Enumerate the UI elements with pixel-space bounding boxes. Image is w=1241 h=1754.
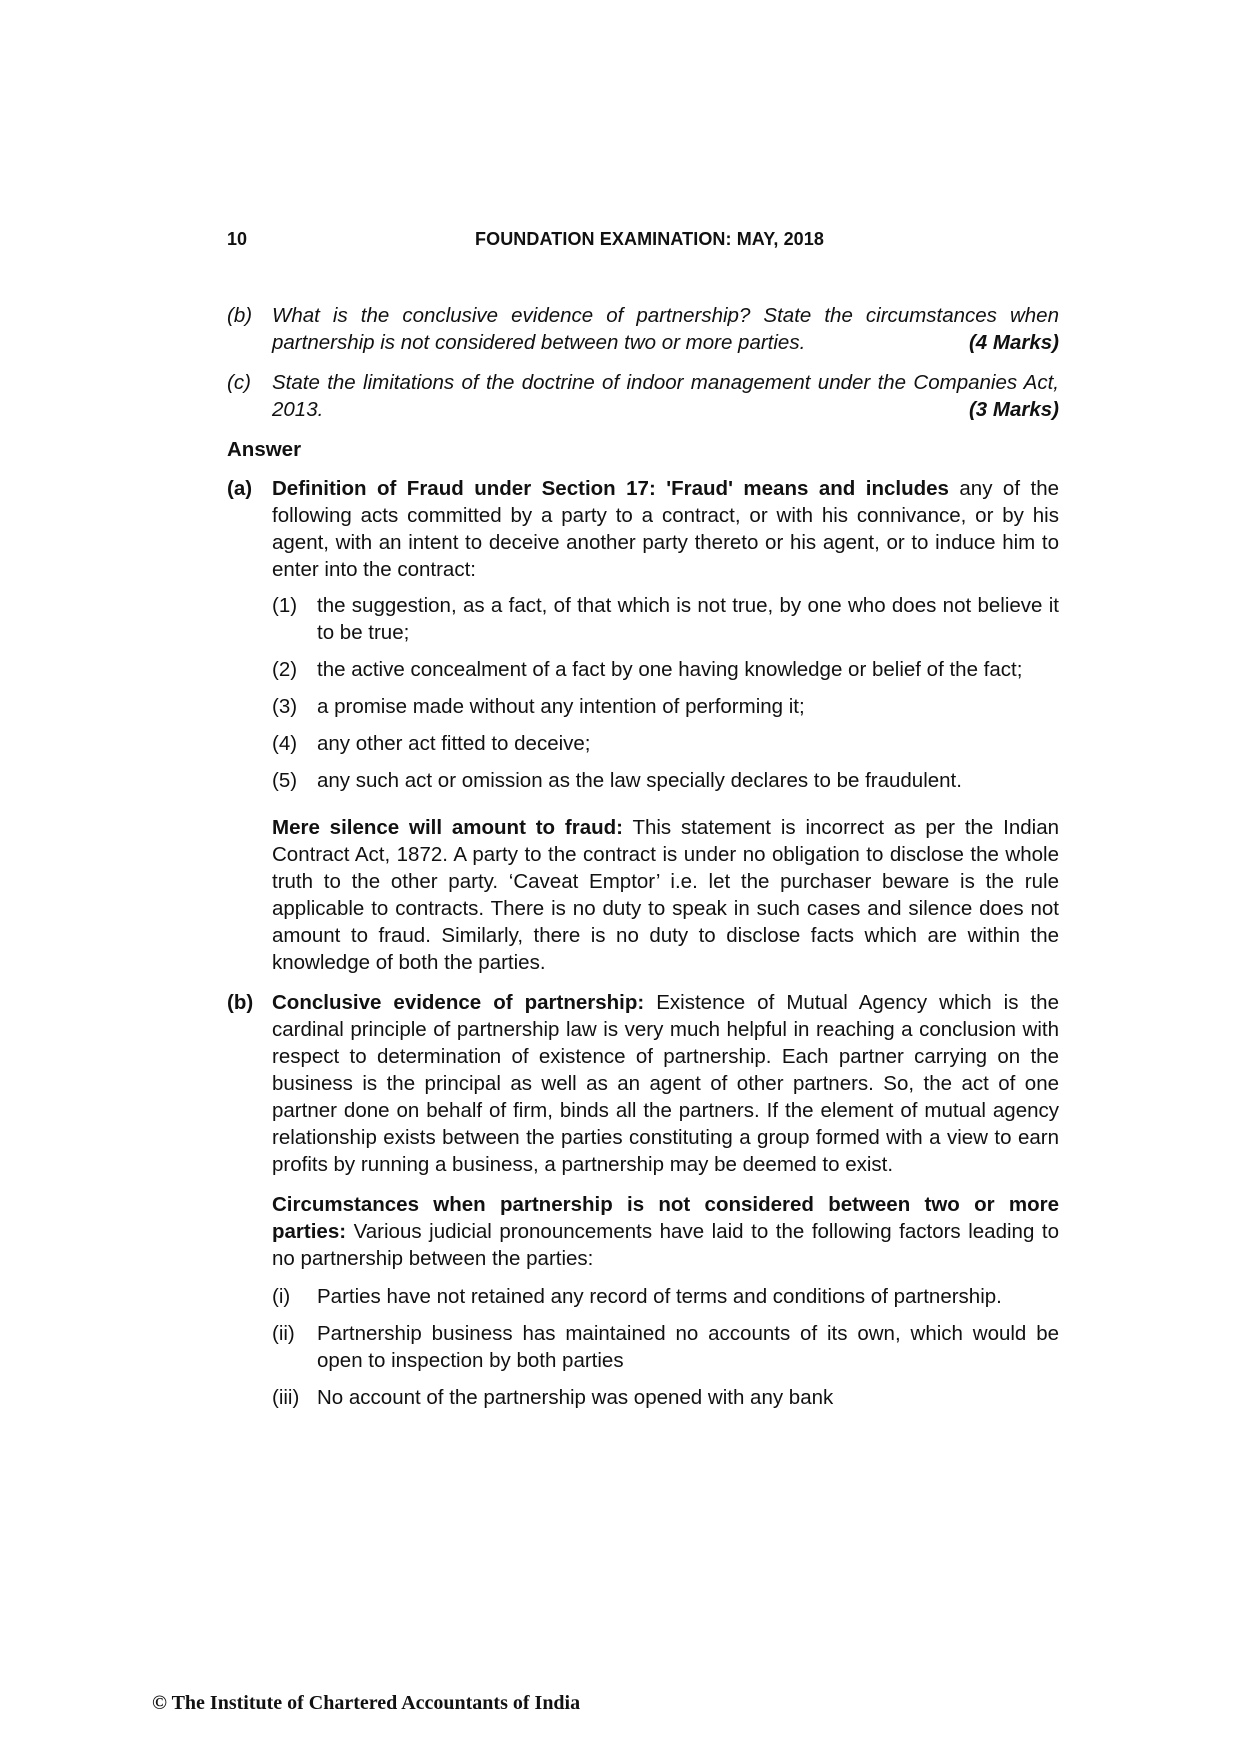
marks-label: (4 Marks) xyxy=(968,331,1059,354)
question-label: (b) xyxy=(227,304,253,327)
list-item xyxy=(272,592,1059,646)
question-c xyxy=(227,369,1059,423)
answer-b-intro xyxy=(272,989,1059,1178)
list-item xyxy=(272,1320,1059,1374)
list-text: a promise made without any intention of performing it; xyxy=(317,695,805,718)
list-text: No account of the partnership was opened with any bank xyxy=(317,1386,834,1409)
silence-paragraph xyxy=(272,814,1059,976)
answer-label: (a) xyxy=(227,477,253,500)
list-text: Parties have not retained any record of terms and conditions of partnership. xyxy=(317,1285,1002,1308)
answer-a-intro xyxy=(272,475,1059,583)
question-text-line2: 2013. xyxy=(272,398,324,421)
list-number: (ii) xyxy=(272,1322,295,1345)
list-number: (iii) xyxy=(272,1386,300,1409)
list-number: (3) xyxy=(272,695,298,718)
list-number: (1) xyxy=(272,594,298,617)
list-text: Partnership business has maintained no accounts of its own, which would be open to inspection by both parties xyxy=(317,1322,1059,1372)
intro-text: any of the following acts committed by a party to a contract, or with his connivance, or by his agent, with an intent to deceive another party thereto or his agent, or to induce him to enter into the contract: xyxy=(272,477,1059,581)
list-number: (i) xyxy=(272,1285,291,1308)
list-item xyxy=(272,656,1059,683)
question-text-line1: What is the conclusive evidence of partnership? State the circumstances when xyxy=(272,304,1059,327)
intro-text: Existence of Mutual Agency which is the cardinal principle of partnership law is very much helpful in reaching a conclusion with respect to determination of existence of partnership. Each partner carrying on the business is the principal as well as an agent of other partners. So, the act of one partner done on behalf of firm, binds all the partners. If the element of mutual agency relationship exists between the parties constituting a group formed with a view to earn profits by running a business, a partnership may be deemed to exist. xyxy=(272,991,1059,1176)
list-text: the suggestion, as a fact, of that which is not true, by one who does not believe it to be true; xyxy=(317,594,1059,644)
list-item xyxy=(272,1283,1059,1310)
list-item xyxy=(272,693,1059,720)
question-b xyxy=(227,302,1059,356)
question-label: (c) xyxy=(227,371,251,394)
fraud-acts-list xyxy=(272,592,1059,646)
answer-a xyxy=(227,475,1059,583)
circumstances-text: Various judicial pronouncements have laid to the following factors leading to no partnership between the parties: xyxy=(272,1220,1059,1270)
circumstances-paragraph xyxy=(272,1191,1059,1272)
page-number: 10 xyxy=(227,229,248,249)
silence-bold: Mere silence will amount to fraud: xyxy=(272,816,623,839)
list-item xyxy=(272,730,1059,757)
list-text: any such act or omission as the law specially declares to be fraudulent. xyxy=(317,769,962,792)
list-item xyxy=(272,767,1059,794)
bold-lead: Conclusive evidence of partnership: xyxy=(272,991,645,1014)
running-header: FOUNDATION EXAMINATION: MAY, 2018 xyxy=(475,229,825,249)
list-text: any other act fitted to deceive; xyxy=(317,732,591,755)
copyright-footer: © The Institute of Chartered Accountants of India xyxy=(152,1692,581,1714)
list-number: (4) xyxy=(272,732,298,755)
answer-label: (b) xyxy=(227,991,254,1014)
answer-b xyxy=(227,989,1059,1178)
list-number: (5) xyxy=(272,769,298,792)
circumstances-bold: Circumstances when partnership is not considered between two or more parties: xyxy=(272,1193,1059,1243)
list-item xyxy=(272,1384,1059,1411)
answer-heading: Answer xyxy=(227,438,302,461)
silence-text: This statement is incorrect as per the Indian Contract Act, 1872. A party to the contract is under no obligation to disclose the whole truth to the other party. ‘Caveat Emptor’ i.e. let the purchaser beware is the rule applicable to contracts. There is no duty to speak in such cases and silence does not amount to fraud. Similarly, there is no duty to disclose facts which are within the knowledge of both the parties. xyxy=(272,816,1059,974)
list-number: (2) xyxy=(272,658,298,681)
question-text-line2: partnership is not considered between two or more parties. xyxy=(272,331,806,354)
marks-label: (3 Marks) xyxy=(968,398,1059,421)
question-text-line1: State the limitations of the doctrine of indoor management under the Companies Act, xyxy=(272,371,1059,394)
bold-lead: Definition of Fraud under Section 17: 'Fraud' means and includes xyxy=(272,477,949,500)
list-text: the active concealment of a fact by one having knowledge or belief of the fact; xyxy=(317,658,1023,681)
